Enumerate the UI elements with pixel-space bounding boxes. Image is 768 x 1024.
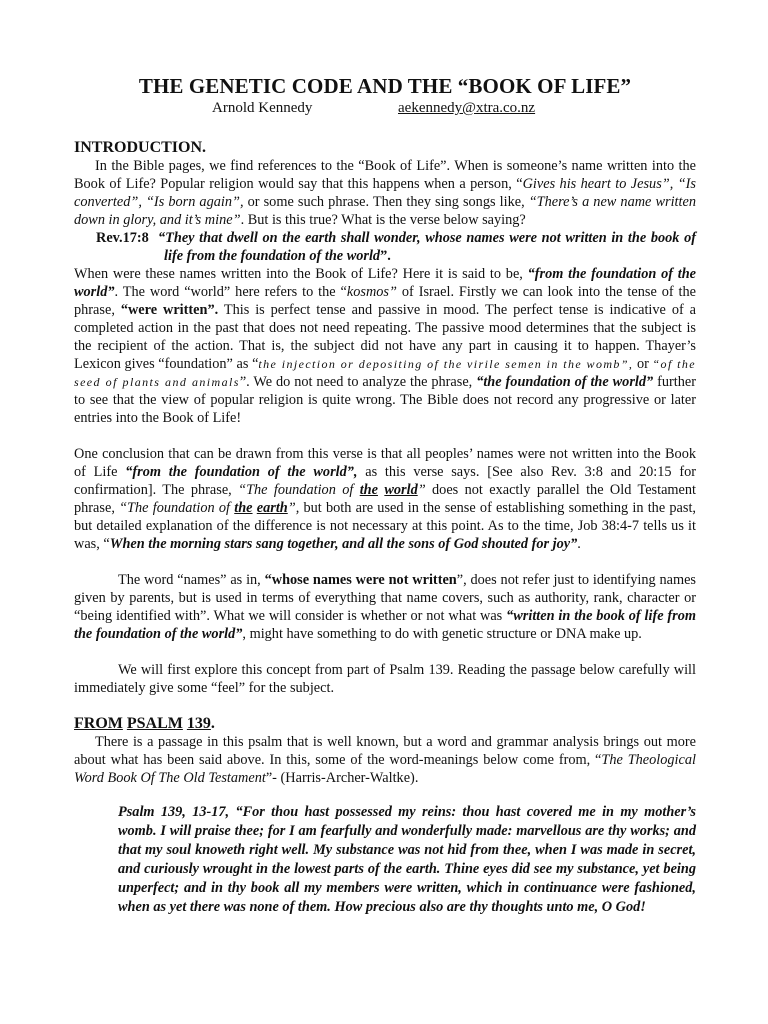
intro-paragraph-1: In the Bible pages, we find references to the “Book of Life”. When is someone’s name written into the Book of Life? Popular religion would say that this happens when a person, “Gives his heart to Jesus”, “Is converted”, “Is born again”, or some such phrase. Then they sing songs like, “There’s a new name written down in glory, and it’s mine”. But is this true? What is the verse below saying? — [74, 158, 696, 228]
psalm-paragraph-1: There is a passage in this psalm that is well known, but a word and grammar analysis brings out more about what has been said above. In this, some of the word-meanings below come from, “The Theological Word Book Of The Old Testament”- (Harris-Archer-Waltke). — [74, 734, 696, 786]
paragraph-gap — [74, 643, 696, 661]
verse-reference: Rev.17:8 — [96, 230, 149, 246]
byline — [212, 98, 696, 118]
document-title: THE GENETIC CODE AND THE “BOOK OF LIFE” — [138, 74, 632, 98]
paragraph-gap — [74, 427, 696, 445]
author-email-link[interactable]: aekennedy@xtra.co.nz — [398, 100, 536, 116]
introduction-heading: INTRODUCTION. — [74, 139, 207, 156]
document-page — [74, 74, 696, 917]
intro-paragraph-2: When were these names written into the Book of Life? Here it is said to be, “from the foundation of the world”. The word “world” here refers to the “kosmos” of Israel. Firstly we can look into the tense of the phrase, “were written”. This is perfect tense and passive in mood. The perfect tense is indicative of a completed action in the past that does not need repeating. The passive mood determines that the subject is the recipient of the action. That is, the subject did not have any part in causing it to happen. Thayer’s Lexicon gives “foundation” as “the injection or depositing of the virile semen in the womb”, or “of the seed of plants and animals”. We do not need to analyze the phrase, “the foundation of the world” further to see that the view of popular religion is quite wrong. The Bible does not record any progressive or later entries into the Book of Life! — [74, 266, 697, 426]
intro-paragraph-3: One conclusion that can be drawn from this verse is that all peoples’ names were not written into the Book of Life “from the foundation of the world”, as this verse says. [See also Rev. 3:8 and 20:15 for confirmation]. The phrase, “The foundation of the world” does not exactly parallel the Old Testament phrase, “The foundation of the earth”, but both are used in the sense of establishing something in the past, but detailed explanation of the difference is not necessary at this point. As to the time, Job 38:4-7 tells us it was, “When the morning stars sang together, and all the sons of God shouted for joy”. — [74, 446, 697, 552]
author-name: Arnold Kennedy — [212, 100, 313, 116]
psalm-139-quote: Psalm 139, 13-17, “For thou hast possessed my reins: thou hast covered me in my mother’s womb. I will praise thee; for I am fearfully and wonderfully made: marvellous are thy works; and that my soul knoweth right well. My substance was not hid from thee, when I was made in secret, and curiously wrought in the lowest parts of the earth. Thine eyes did see my substance, yet being unperfect; and in thy book all my members were written, which in continuance were fashioned, when as yet there was none of them. How precious also are thy thoughts unto me, O God! — [118, 804, 696, 915]
intro-paragraph-4: The word “names” as in, “whose names were not written”, does not refer just to identifying names given by parents, but is used in terms of everything that name covers, such as authority, rank, character or “being identified with”. What we will consider is whether or not what was “written in the book of life from the foundation of the world”, might have something to do with genetic structure or DNA make up. — [74, 572, 697, 642]
rev-17-8-quote: Rev.17:8 “They that dwell on the earth shall wonder, whose names were not written in the book of life from the foundation of the world”. — [96, 230, 696, 264]
intro-paragraph-5: We will first explore this concept from part of Psalm 139. Reading the passage below carefully will immediately give some “feel” for the subject. — [74, 662, 696, 696]
psalm-heading: FROM PSALM 139. — [74, 715, 215, 732]
paragraph-gap — [74, 553, 696, 571]
